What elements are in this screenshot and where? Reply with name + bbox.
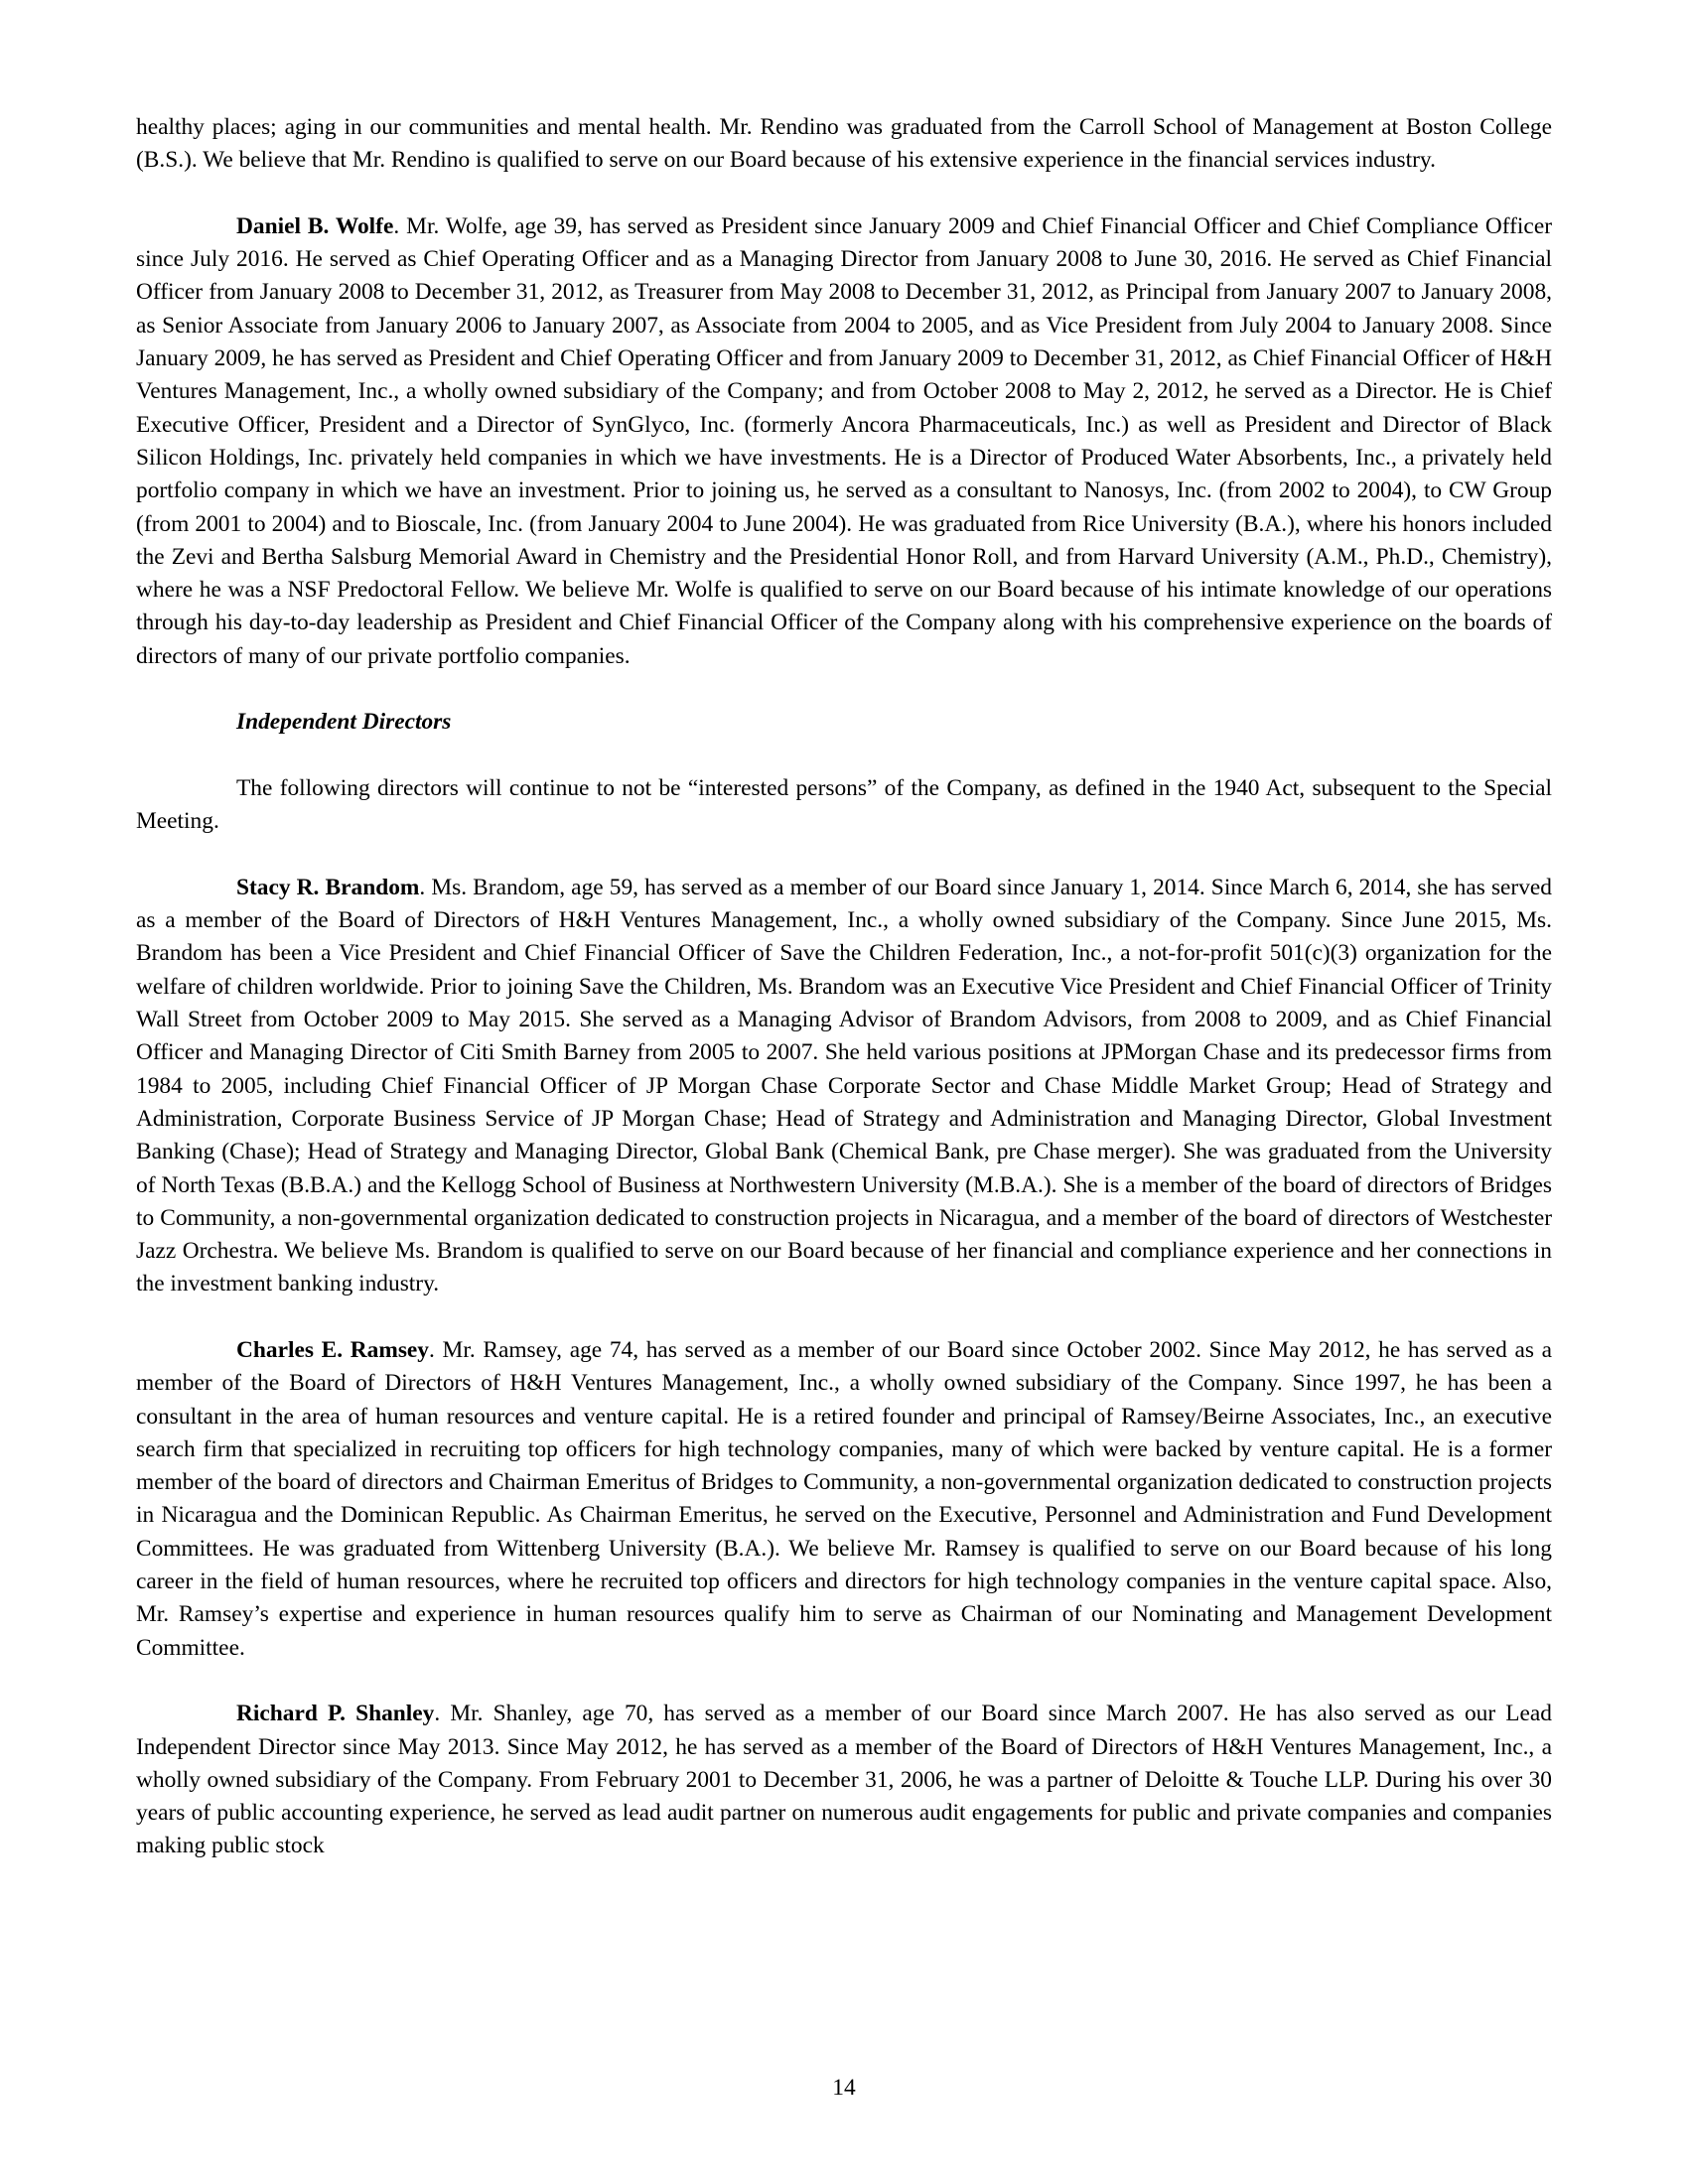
paragraph-wolfe-bio [136,210,1552,673]
director-name-brandom: Stacy R. Brandom [236,874,420,900]
paragraph-brandom-bio [136,872,1552,1301]
ramsey-bio-text: . Mr. Ramsey, age 74, has served as a member of our Board since October 2002. Since May 2012, he has served as a member of the Board of Directors of H&H Ventures Management, Inc., a wholly owned subsidiary of the Company. Since 1997, he has been a consultant in the area of human resources and venture capital. He is a retired founder and principal of Ramsey/Beirne Associates, Inc., an executive search firm that specialized in recruiting top officers for high technology companies, many of which were backed by venture capital. He is a former member of the board of directors and Chairman Emeritus of Bridges to Community, a non-governmental organization dedicated to construction projects in Nicaragua and the Dominican Republic. As Chairman Emeritus, he served on the Executive, Personnel and Administration and Fund Development Committees. He was graduated from Wittenberg University (B.A.). We believe Mr. Ramsey is qualified to serve on our Board because of his long career in the field of human resources, where he recruited top officers and directors for high technology companies in the venture capital space. Also, Mr. Ramsey’s expertise and experience in human resources qualify him to serve as Chairman of our Nominating and Management Development Committee. [136,1336,1553,1661]
section-heading-independent-directors: Independent Directors [236,709,452,736]
paragraph-shanley-bio [136,1698,1552,1862]
paragraph-rendino-continued: healthy places; aging in our communities and mental health. Mr. Rendino was graduated from the Carroll School of Management at Boston College (B.S.). We believe that Mr. Rendino is qualified to serve on our Board because of his extensive experience in the financial services industry. [136,114,1552,174]
director-name-shanley: Richard P. Shanley [236,1701,435,1727]
wolfe-bio-text: . Mr. Wolfe, age 39, has served as President since January 2009 and Chief Financial Officer and Chief Compliance Officer since July 2016. He served as Chief Operating Officer and as a Managing Director from January 2008 to June 30, 2016. He served as Chief Financial Officer from January 2008 to December 31, 2012, as Treasurer from May 2008 to December 31, 2012, as Principal from January 2007 to January 2008, as Senior Associate from January 2006 to January 2007, as Associate from 2004 to 2005, and as Vice President from July 2004 to January 2008. Since January 2009, he has served as President and Chief Operating Officer and from January 2009 to December 31, 2012, as Chief Financial Officer of H&H Ventures Management, Inc., a wholly owned subsidiary of the Company; and from October 2008 to May 2, 2012, he served as a Director. He is Chief Executive Officer, President and a Director of SynGlyco, Inc. (formerly Ancora Pharmaceuticals, Inc.) as well as President and Director of Black Silicon Holdings, Inc. privately held companies in which we have investments. He is a Director of Produced Water Absorbents, Inc., a privately held portfolio company in which we have an investment. Prior to joining us, he served as a consultant to Nanosys, Inc. (from 2002 to 2004), to CW Group (from 2001 to 2004) and to Bioscale, Inc. (from January 2004 to June 2004). He was graduated from Rice University (B.A.), where his honors included the Zevi and Bertha Salsburg Memorial Award in Chemistry and the Presidential Honor Roll, and from Harvard University (A.M., Ph.D., Chemistry), where he was a NSF Predoctoral Fellow. We believe Mr. Wolfe is qualified to serve on our Board because of his intimate knowledge of our operations through his day-to-day leadership as President and Chief Financial Officer of the Company along with his comprehensive experience on the boards of directors of many of our private portfolio companies. [136,212,1552,669]
brandom-bio-text: . Ms. Brandom, age 59, has served as a member of our Board since January 1, 2014. Since March 6, 2014, she has served as a member of the Board of Directors of H&H Ventures Management, Inc., a wholly owned subsidiary of the Company. Since June 2015, Ms. Brandom has been a Vice President and Chief Financial Officer of Save the Children Federation, Inc., a not-for-profit 501(c)(3) organization for the welfare of children worldwide. Prior to joining Save the Children, Ms. Brandom was an Executive Vice President and Chief Financial Officer of Trinity Wall Street from October 2009 to May 2015. She served as a Managing Advisor of Brandom Advisors, from 2008 to 2009, and as Chief Financial Officer and Managing Director of Citi Smith Barney from 2005 to 2007. She held various positions at JPMorgan Chase and its predecessor firms from 1984 to 2005, including Chief Financial Officer of JP Morgan Chase Corporate Sector and Chase Middle Market Group; Head of Strategy and Administration, Corporate Business Service of JP Morgan Chase; Head of Strategy and Administration and Managing Director, Global Investment Banking (Chase); Head of Strategy and Managing Director, Global Bank (Chemical Bank, pre Chase merger). She was graduated from the University of North Texas (B.B.A.) and the Kellogg School of Business at Northwestern University (M.B.A.). She is a member of the board of directors of Bridges to Community, a non-governmental organization dedicated to construction projects in Nicaragua, and a member of the board of directors of Westchester Jazz Orchestra. We believe Ms. Brandom is qualified to serve on our Board because of her financial and compliance experience and her connections in the investment banking industry. [136,874,1552,1297]
shanley-bio-text: . Mr. Shanley, age 70, has served as a member of our Board since March 2007. He has also served as our Lead Independent Director since May 2013. Since May 2012, he has served as a member of the Board of Directors of H&H Ventures Management, Inc., a wholly owned subsidiary of the Company. From February 2001 to December 31, 2006, he was a partner of Deloitte & Touche LLP. During his over 30 years of public accounting experience, he served as lead audit partner on numerous audit engagements for public and private companies and companies making public stock [136,1701,1552,1859]
director-name-wolfe: Daniel B. Wolfe [236,212,394,239]
page-number: 14 [832,2075,856,2101]
document-page [136,111,1552,1896]
paragraph-ramsey-bio [136,1334,1552,1665]
director-name-ramsey: Charles E. Ramsey [236,1336,430,1363]
paragraph-independent-intro: The following directors will continue to not be “interested persons” of the Company, as defined in the 1940 Act, subsequent to the Special Meeting. [136,774,1552,835]
